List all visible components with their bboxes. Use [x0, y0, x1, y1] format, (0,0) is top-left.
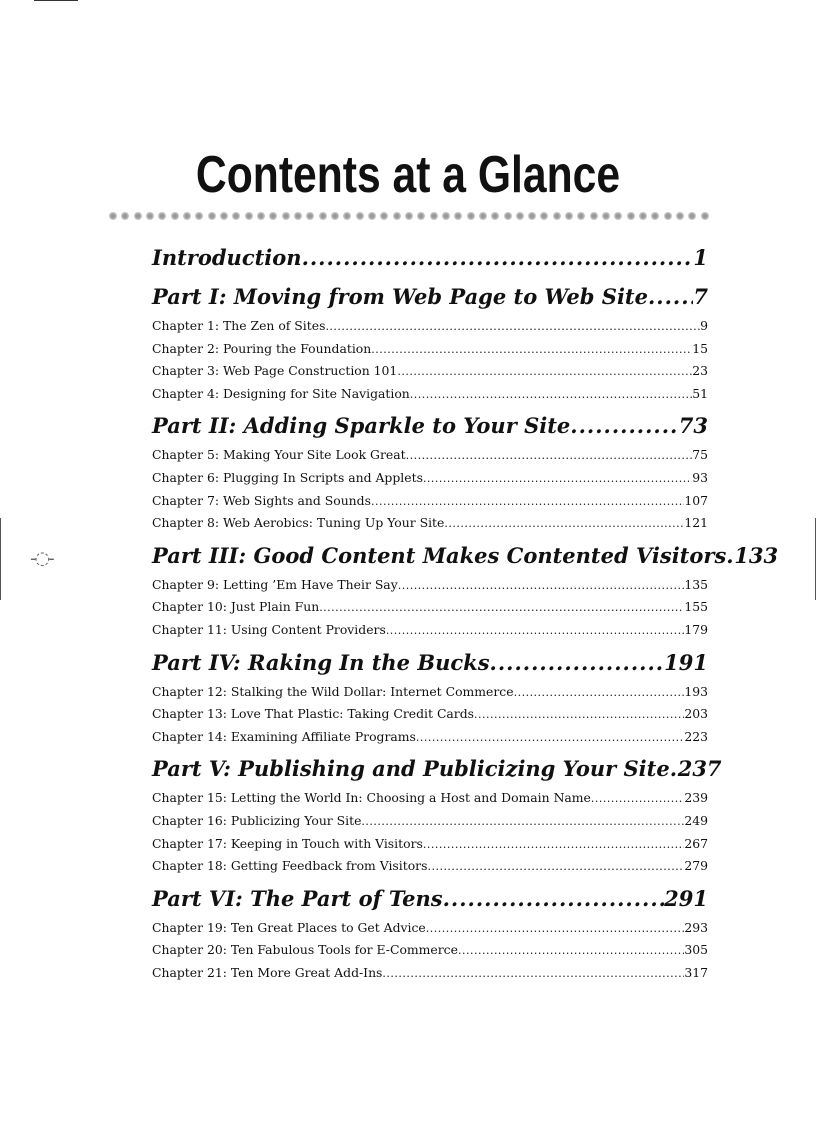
dot-leader: [361, 811, 684, 834]
chapter-entry-page-number: 305: [684, 942, 708, 958]
divider-dot: [664, 212, 672, 220]
chapter-entry-page-number: 203: [684, 706, 708, 722]
chapter-entry[interactable]: [152, 681, 708, 704]
chapter-entry[interactable]: [152, 939, 708, 962]
divider-dot: [479, 212, 487, 220]
chapter-entry-page-number: 279: [684, 858, 708, 874]
chapter-entry-page-number: 267: [684, 835, 708, 851]
part-entry[interactable]: [152, 408, 708, 444]
dot-leader: [416, 727, 684, 750]
divider-dot: [195, 212, 203, 220]
chapter-entry[interactable]: [152, 962, 708, 985]
divider-dot: [257, 212, 265, 220]
divider-dot: [627, 212, 635, 220]
divider-dot: [467, 212, 475, 220]
part-entry-title: Part II: Adding Sparkle to Your Site: [152, 413, 571, 439]
dot-leader: [444, 513, 684, 536]
chapter-entry-page-number: 75: [692, 447, 708, 463]
dot-leader: [514, 682, 685, 705]
dot-leader: [443, 881, 665, 917]
chapter-entry-title: Chapter 6: Plugging In Scripts and Applets: [152, 469, 423, 485]
chapter-entry-page-number: 293: [684, 919, 708, 935]
chapter-entry[interactable]: [152, 596, 708, 619]
dot-leader: [397, 361, 692, 384]
chapter-entry-title: Chapter 15: Letting the World In: Choosing a Host and Domain Name: [152, 790, 591, 806]
chapter-entry[interactable]: [152, 490, 708, 513]
chapter-entry-title: Chapter 20: Ten Fabulous Tools for E-Commerce: [152, 942, 458, 958]
divider-dot: [146, 212, 154, 220]
chapter-entry[interactable]: [152, 512, 708, 535]
chapter-entry-title: Chapter 7: Web Sights and Sounds: [152, 492, 371, 508]
chapter-entry-page-number: 179: [684, 621, 708, 637]
chapter-entry-page-number: 93: [692, 469, 708, 485]
chapter-entry[interactable]: [152, 833, 708, 856]
divider-dot: [417, 212, 425, 220]
part-entry-page-number: 7: [693, 284, 708, 309]
chapter-entry-page-number: 249: [684, 812, 708, 828]
part-entry[interactable]: [152, 645, 708, 681]
divider-dot: [343, 212, 351, 220]
part-entry-page-number: 133: [734, 542, 779, 568]
divider-dot: [553, 212, 561, 220]
dot-leader: [591, 788, 684, 811]
chapter-entry[interactable]: [152, 787, 708, 810]
chapter-entry[interactable]: [152, 726, 708, 749]
dot-leader: [410, 384, 692, 407]
dot-leader: [426, 918, 685, 941]
divider-dot: [639, 212, 647, 220]
chapter-entry-page-number: 107: [684, 492, 708, 508]
divider-dot: [577, 212, 585, 220]
dot-leader: [302, 240, 694, 276]
chapter-entry-title: Chapter 19: Ten Great Places to Get Advice: [152, 919, 426, 935]
chapter-entry-title: Chapter 10: Just Plain Fun: [152, 599, 320, 615]
chapter-entry-title: Chapter 18: Getting Feedback from Visitors: [152, 858, 428, 874]
part-entry[interactable]: [152, 751, 722, 787]
part-entry[interactable]: [152, 538, 779, 574]
chapter-entry[interactable]: [152, 315, 708, 338]
chapter-entry[interactable]: [152, 338, 708, 361]
chapter-entry-page-number: 23: [692, 363, 708, 379]
divider-dot: [454, 212, 462, 220]
chapter-entry-page-number: 135: [684, 576, 708, 592]
dot-leader: [648, 279, 693, 315]
chapter-entry-title: Chapter 12: Stalking the Wild Dollar: Internet Commerce: [152, 683, 514, 699]
divider-dot: [331, 212, 339, 220]
divider-dot: [269, 212, 277, 220]
divider-dot: [282, 212, 290, 220]
divider-dot: [504, 212, 512, 220]
part-entry-title: Part IV: Raking In the Bucks: [152, 649, 490, 675]
dot-leader: [458, 940, 684, 963]
divider-dot: [614, 212, 622, 220]
divider-dot: [121, 212, 129, 220]
chapter-entry[interactable]: [152, 810, 708, 833]
chapter-entry-page-number: 317: [684, 964, 708, 980]
dot-leader: [474, 704, 684, 727]
divider-dot: [356, 212, 364, 220]
chapter-entry-title: Chapter 8: Web Aerobics: Tuning Up Your Site: [152, 515, 445, 531]
chapter-entry-title: Chapter 14: Examining Affiliate Programs: [152, 728, 416, 744]
dot-leader: [427, 856, 684, 879]
chapter-entry[interactable]: [152, 383, 708, 406]
part-entry-title: Part V: Publishing and Publicizing Your Site: [152, 756, 670, 782]
chapter-entry-page-number: 121: [684, 515, 708, 531]
dot-leader: [382, 963, 684, 986]
introduction-entry[interactable]: [152, 240, 708, 276]
divider-dot: [109, 212, 117, 220]
registration-mark-icon: -◌-: [30, 548, 53, 569]
divider-dot: [651, 212, 659, 220]
dot-leader: [570, 408, 678, 444]
divider-dot: [380, 212, 388, 220]
part-entry-title: Part III: Good Content Makes Contented Visitors: [152, 542, 727, 568]
part-entry[interactable]: [152, 279, 708, 315]
divider-dot: [688, 212, 696, 220]
part-entry-page-number: 191: [664, 649, 708, 675]
divider-dot: [171, 212, 179, 220]
chapter-entry-page-number: 15: [692, 340, 708, 356]
table-of-contents: [152, 240, 779, 984]
dot-leader: [371, 491, 684, 514]
chapter-entry-title: Chapter 21: Ten More Great Add-Ins: [152, 964, 383, 980]
divider-dot: [134, 212, 142, 220]
divider-dot: [442, 212, 450, 220]
divider-dot: [294, 212, 302, 220]
page-title: Contents at a Glance: [195, 146, 621, 204]
dot-leader: [726, 538, 734, 574]
divider-dot: [183, 212, 191, 220]
divider-dot: [676, 212, 684, 220]
chapter-entry-title: Chapter 5: Making Your Site Look Great: [152, 447, 406, 463]
divider-dot: [368, 212, 376, 220]
chapter-entry-title: Chapter 4: Designing for Site Navigation: [152, 385, 410, 401]
divider-dot: [245, 212, 253, 220]
divider-dot: [701, 212, 709, 220]
chapter-entry[interactable]: [152, 574, 708, 597]
chapter-entry-page-number: 193: [684, 683, 708, 699]
part-entry-title: Part VI: The Part of Tens: [152, 885, 443, 911]
part-entry[interactable]: [152, 881, 708, 917]
chapter-entry[interactable]: [152, 467, 708, 490]
chapter-entry-title: Chapter 17: Keeping in Touch with Visitors: [152, 835, 423, 851]
part-entry-title: Part I: Moving from Web Page to Web Site: [152, 284, 648, 309]
dot-leader: [386, 620, 685, 643]
dotted-divider: [109, 210, 709, 222]
part-entry-page-number: 73: [678, 413, 708, 439]
chapter-entry-title: Chapter 16: Publicizing Your Site: [152, 812, 362, 828]
chapter-entry-title: Chapter 2: Pouring the Foundation: [152, 340, 372, 356]
divider-dot: [405, 212, 413, 220]
divider-dot: [516, 212, 524, 220]
divider-dot: [430, 212, 438, 220]
introduction-entry-page-number: 1: [693, 245, 708, 270]
chapter-entry-title: Chapter 3: Web Page Construction 101: [152, 363, 398, 379]
divider-dot: [528, 212, 536, 220]
part-entry-page-number: 291: [664, 885, 708, 911]
divider-dot: [208, 212, 216, 220]
dot-leader: [319, 597, 684, 620]
divider-dot: [491, 212, 499, 220]
divider-dot: [393, 212, 401, 220]
chapter-entry-page-number: 239: [684, 790, 708, 806]
divider-dot: [590, 212, 598, 220]
dot-leader: [371, 339, 692, 362]
divider-dot: [158, 212, 166, 220]
divider-dot: [540, 212, 548, 220]
page-edge-mark: [0, 518, 1, 600]
chapter-entry-page-number: 223: [684, 728, 708, 744]
dot-leader: [423, 834, 684, 857]
chapter-entry-page-number: 9: [700, 318, 708, 333]
dot-leader: [490, 645, 665, 681]
chapter-entry-title: Chapter 11: Using Content Providers: [152, 621, 386, 637]
introduction-entry-title: Introduction: [152, 245, 302, 270]
chapter-entry[interactable]: [152, 360, 708, 383]
chapter-entry[interactable]: [152, 855, 708, 878]
chapter-entry-page-number: 155: [684, 599, 708, 615]
dot-leader: [398, 575, 685, 598]
divider-dot: [306, 212, 314, 220]
chapter-entry[interactable]: [152, 444, 708, 467]
chapter-entry-title: Chapter 1: The Zen of Sites: [152, 318, 326, 333]
dot-leader: [670, 751, 678, 787]
dot-leader: [423, 468, 692, 491]
divider-dot: [602, 212, 610, 220]
chapter-entry[interactable]: [152, 619, 708, 642]
divider-dot: [220, 212, 228, 220]
chapter-entry-title: Chapter 9: Letting ’Em Have Their Say: [152, 576, 398, 592]
divider-dot: [565, 212, 573, 220]
chapter-entry[interactable]: [152, 703, 708, 726]
part-entry-page-number: 237: [677, 756, 722, 782]
chapter-entry-page-number: 51: [692, 385, 708, 401]
dot-leader: [406, 445, 693, 468]
chapter-entry[interactable]: [152, 917, 708, 940]
dot-leader: [325, 316, 700, 339]
crop-mark: [34, 0, 78, 1]
chapter-entry-title: Chapter 13: Love That Plastic: Taking Credit Cards: [152, 706, 475, 722]
divider-dot: [319, 212, 327, 220]
divider-dot: [232, 212, 240, 220]
